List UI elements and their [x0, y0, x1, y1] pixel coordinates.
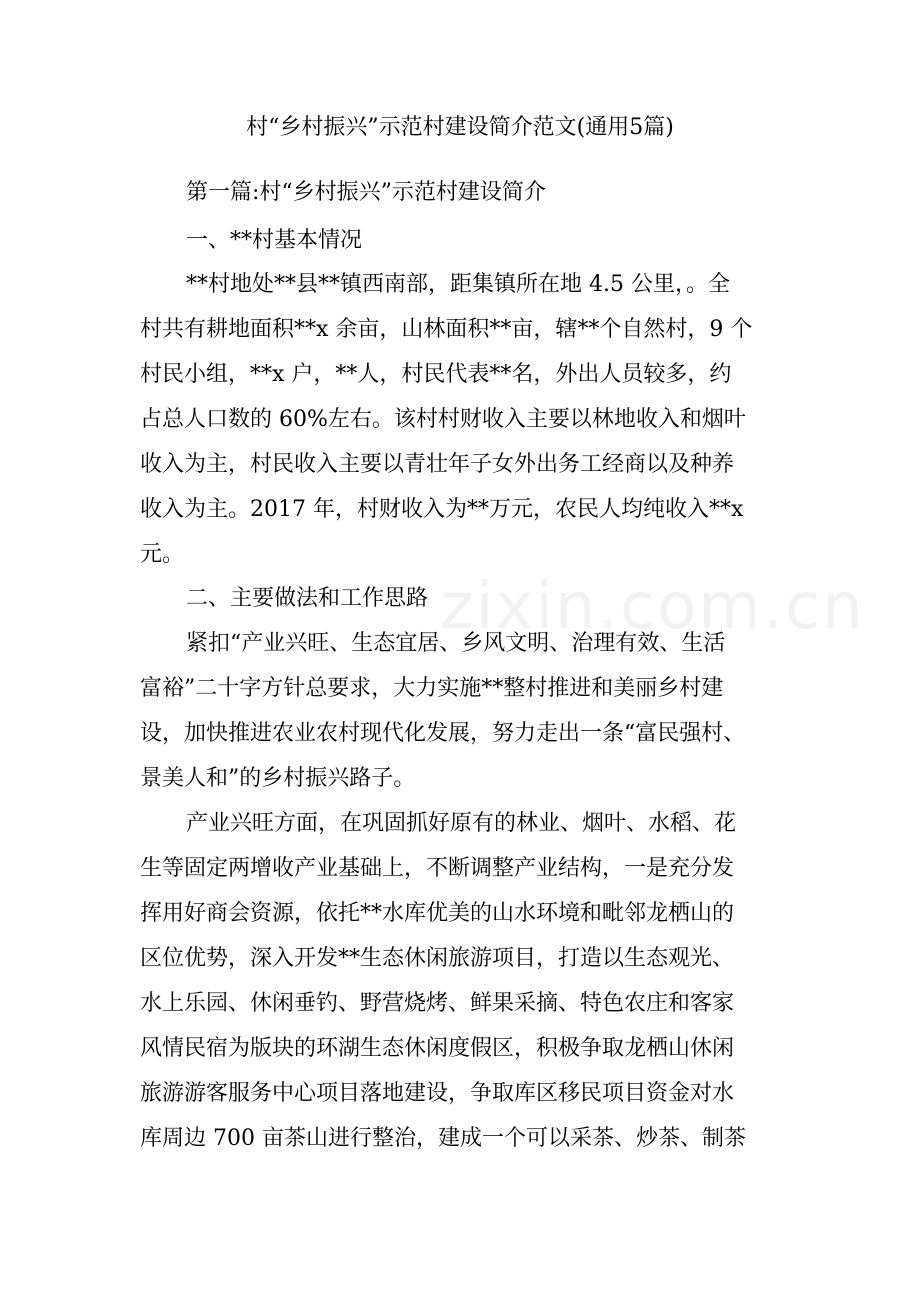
paragraph-line: 设，加快推进农业农村现代化发展，努力走出一条“富民强村、: [140, 721, 746, 746]
paragraph-line: 旅游游客服务中心项目落地建设，争取库区移民项目资金对水: [140, 1081, 735, 1106]
paragraph-line: 水上乐园、休闲垂钓、野营烧烤、鲜果采摘、特色农庄和客家: [140, 991, 735, 1016]
paragraph-line: 收入为主，村民收入主要以青壮年子女外出务工经商以及种养: [140, 452, 735, 477]
paragraph-line: 库周边 700 亩茶山进行整治，建成一个可以采茶、炒茶、制茶: [140, 1126, 746, 1151]
section-heading-2: 二、主要做法和工作思路: [186, 586, 429, 611]
paragraph-line: 景美人和”的乡村振兴路子。: [140, 766, 416, 791]
paragraph-line: 紧扣“产业兴旺、生态宜居、乡风文明、治理有效、生活: [186, 631, 726, 656]
paragraph-line: 占总人口数的 60%左右。该村村财收入主要以林地收入和烟叶: [140, 407, 746, 432]
paragraph-line: 收入为主。2017 年，村财收入为**万元，农民人均纯收入**x: [140, 497, 744, 522]
paragraph-line: 村共有耕地面积**x 余亩，山林面积**亩，辖**个自然村，9 个: [140, 317, 753, 342]
watermark: zixin.com.cn: [440, 570, 865, 644]
paragraph-line: **村地处**县**镇西南部，距集镇所在地 4.5 公里，。全: [186, 272, 730, 297]
section-heading-1: 一、**村基本情况: [186, 228, 363, 253]
document-title: 村“乡村振兴”示范村建设简介范文(通用5篇): [246, 115, 674, 140]
paragraph-line: 区位优势，深入开发**生态休闲旅游项目，打造以生态观光、: [140, 946, 735, 971]
paragraph-line: 挥用好商会资源，依托**水库优美的山水环境和毗邻龙栖山的: [140, 901, 735, 926]
paragraph-line: 富裕”二十字方针总要求，大力实施**整村推进和美丽乡村建: [140, 676, 724, 701]
paragraph-line: 元。: [140, 542, 185, 567]
paragraph-line: 生等固定两增收产业基础上，不断调整产业结构，一是充分发: [140, 856, 735, 881]
paragraph-line: 产业兴旺方面，在巩固抓好原有的林业、烟叶、水稻、花: [186, 811, 737, 836]
paragraph-line: 风情民宿为版块的环湖生态休闲度假区，积极争取龙栖山休闲: [140, 1036, 735, 1061]
paragraph-line: 村民小组，**x 户，**人，村民代表**名，外出人员较多，约: [140, 362, 732, 387]
chapter-heading: 第一篇:村“乡村振兴”示范村建设简介: [186, 180, 546, 205]
